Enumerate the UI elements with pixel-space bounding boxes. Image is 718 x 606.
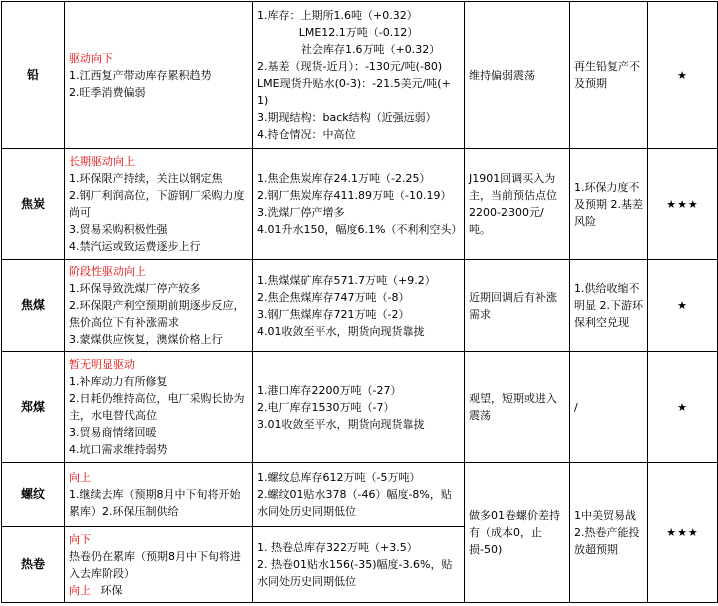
data-line: LME12.1万吨（-0.12） [298,26,419,39]
commodity-name: 焦炭 [2,149,65,260]
risk-cell: 再生铅复产不及预期 [570,2,648,149]
commodity-name: 热卷 [2,527,65,603]
rating-stars: ★★★ [648,149,718,260]
data-line: 1.焦煤煤矿库存571.7万吨（+9.2） [257,273,436,287]
data-line: 1.港口库存2200万吨（-27） [257,383,402,397]
data-line: 1. 热卷总库存322万吨（+3.5） [257,541,418,554]
strategy-cell: 观望，短期或进入震荡 [465,352,570,463]
drivers-cell [65,527,253,603]
factor-line: 4.坑口需求维持弱势 [69,443,168,456]
data-line: 4.01收敛至平水，期货向现货靠拢 [257,324,425,338]
data-line: 4.持仓情况：中高位 [257,128,356,141]
rating-stars: ★ [648,2,718,149]
factor-line: 热卷仍在累库（预期8月中下旬将进入去库阶段） [69,549,241,580]
factor-line: 3.贸易商情绪回暖 [69,426,157,439]
table-row [2,463,718,527]
data-line: 2.钢厂焦炭库存411.89万吨（-10.19） [257,189,452,202]
data-line: 2.电厂库存1530万吨（-7） [257,400,395,414]
data-cell [253,2,465,149]
data-line: 1.螺纹总库存612万吨（-5万吨） [257,471,421,484]
data-line: 2.焦企焦煤库存747万吨（-8） [257,290,410,304]
table-row [2,2,718,149]
factor-line: 1.继续去库（预期8月中下旬将开始累库）2.环保压制供给 [69,488,241,518]
strategy-cell: J1901回调买入为主，当前预估点位2200-2300元/吨。 [465,149,570,260]
factor-line: 2.旺季消费偏弱 [69,85,146,99]
data-line: 3.期现结构：back结构（近强远弱） [257,111,437,124]
factor-line: 3.贸易采购积极性强 [69,223,168,236]
data-line: 3.洗煤厂停产增多 [257,206,345,219]
risk-cell: 1.环保力度不及预期 2.基差风险 [570,149,648,260]
drivers-cell [65,2,253,149]
factor-line: 4.禁汽运或致运费逐步上行 [69,240,201,253]
driver-direction: 阶段性驱动向上 [69,265,146,278]
strategy-cell: 做多01卷螺价差持有（成本0，止损-50) [465,463,570,603]
data-line: 4.01升水150，幅度6.1%（不利利空头） [257,223,463,236]
data-line: 社会库存1.6万吨（+0.32） [301,43,441,56]
table-row [2,149,718,260]
commodity-name: 焦煤 [2,260,65,352]
factor-line: 1.江西复产带动库存累积趋势 [69,68,212,82]
data-cell [253,149,465,260]
data-line: 2.基差（现货-近月）：-130元/吨(-80) [257,60,443,73]
data-line: 3.钢厂焦煤库存721万吨（-2） [257,307,410,321]
drivers-cell [65,463,253,527]
commodity-name: 郑煤 [2,352,65,463]
drivers-cell [65,352,253,463]
factor-line: 2.日耗仍维持高位，电厂采购长协为主，水电替代高位 [69,392,245,422]
commodity-name: 铅 [2,2,65,149]
data-line: 1.焦企焦炭库存24.1万吨（-2.25） [257,172,431,185]
risk-cell: / [570,352,648,463]
factor-line: 环保 [100,583,123,597]
factor-line: 3.蒙煤供应恢复，澳煤价格上行 [69,333,223,346]
rating-stars: ★★★ [648,463,718,603]
data-cell [253,352,465,463]
strategy-cell: 近期回调后有补涨需求 [465,260,570,352]
data-cell [253,527,465,603]
factor-line: 2.环保限产利空预期前期逐步反应，焦价高位下有补涨需求 [69,299,245,329]
data-cell [253,463,465,527]
driver-direction: 长期驱动向上 [69,155,135,168]
driver-direction: 向下 [69,532,91,546]
factor-line: 1.补库动力有所修复 [69,375,168,388]
driver-direction: 向上 [69,471,91,484]
driver-direction: 驱动向下 [69,51,113,65]
factor-line: 2.钢厂利润高位，下游钢厂采购力度尚可 [69,189,245,219]
table-row [2,352,718,463]
data-line: 3.01收敛至平水，期货向现货靠拢 [257,417,425,431]
risk-cell: 1中美贸易战 2.热卷产能投放超预期 [570,463,648,603]
table-row [2,260,718,352]
driver-direction: 暂无明显驱动 [69,358,135,371]
driver-line [69,582,248,599]
data-line: 2. 热卷01贴水156(-35)幅度-3.6%，贴水同处历史同期低位 [257,558,453,588]
driver-direction: 向上 [69,583,91,597]
drivers-cell [65,260,253,352]
data-line: 2.螺纹01贴水378（-46）幅度-8%，贴水同处历史同期低位 [257,488,452,518]
data-line: 1.库存：上期所1.6吨（+0.32） [257,9,418,22]
strategy-cell: 维持偏弱震荡 [465,2,570,149]
factor-line: 1.环保导致洗煤厂停产较多 [69,282,201,295]
commodity-name: 螺纹 [2,463,65,527]
rating-stars: ★ [648,352,718,463]
factor-line: 1.环保限产持续，关注以钢定焦 [69,172,223,185]
data-cell [253,260,465,352]
rating-stars: ★ [648,260,718,352]
commodity-table [1,1,718,603]
risk-cell: 1.供给收缩不明显 2.下游环保利空兑现 [570,260,648,352]
data-line: LME现货升贴水(0-3)：-21.5美元/吨(+1) [257,77,451,107]
drivers-cell [65,149,253,260]
